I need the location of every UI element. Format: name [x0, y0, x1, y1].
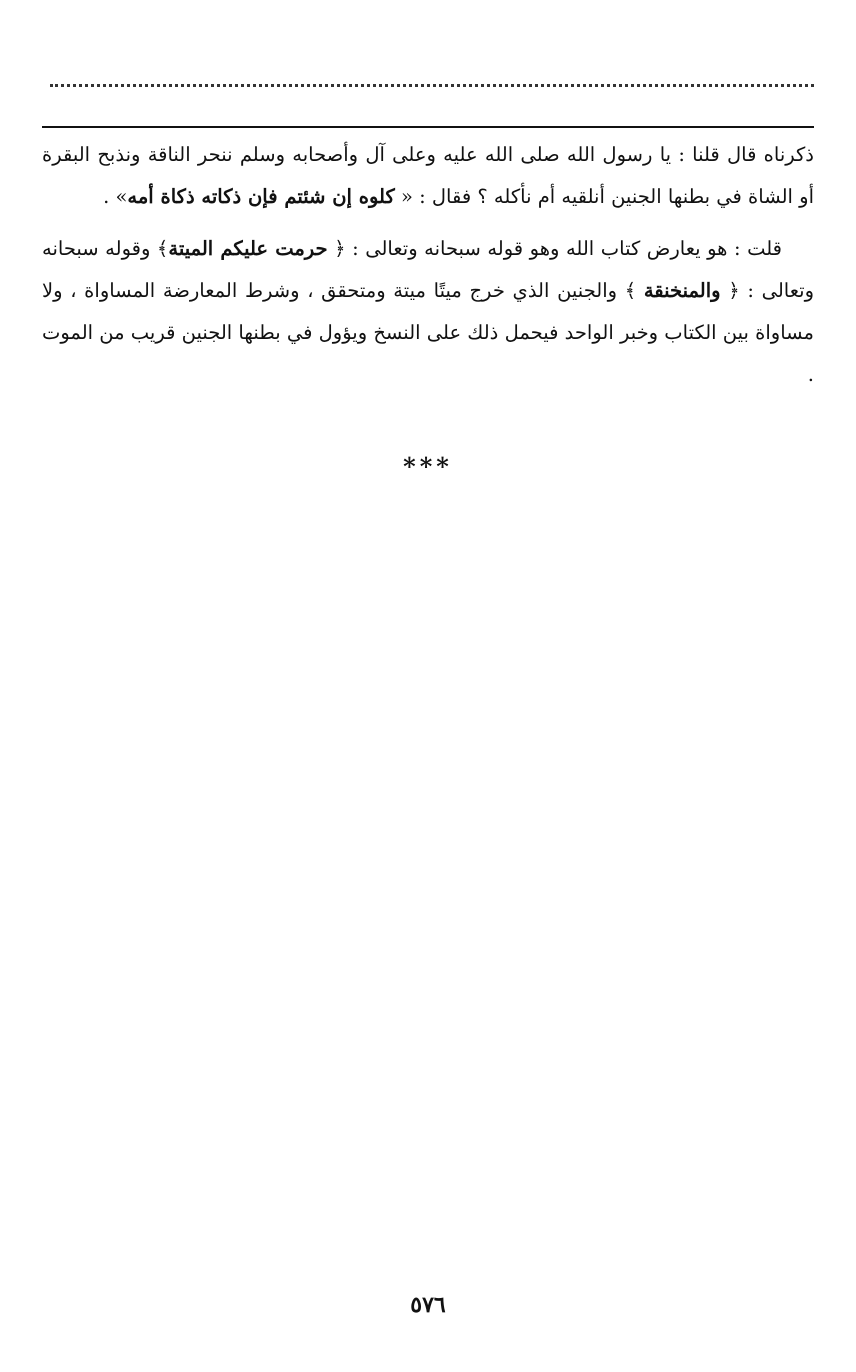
- quran-verse: والمنخنقة: [643, 279, 721, 302]
- paragraph-hadith: [42, 134, 814, 218]
- paragraph-text: قلت : هو يعارض كتاب الله وهو قوله سبحانه وتعالى : ﴿: [327, 237, 783, 260]
- paragraph-text: ﴾ والجنين الذي خرج ميتًا ميتة ومتحقق ، وشرط المعارضة المساواة ، ولا مساواة بين الكتاب وخبر الواحد فيحمل ذلك على النسخ ويؤول في بطنها الجنين قريب من الموت .: [42, 279, 814, 386]
- hadith-quote: كلوه إن شئتم فإن ذكاته ذكاة أمه: [127, 185, 395, 208]
- paragraph-text: ﴾ وقوله سبحانه وتعالى : ﴿: [42, 237, 814, 302]
- main-text: [42, 134, 814, 396]
- paragraph-text: ذكرناه قال قلنا : يا رسول الله صلى الله عليه وعلى آل وأصحابه وسلم ننحر الناقة ونذبح البقرة أو الشاة في بطنها الجنين أنلقيه أم نأكله ؟ فقال : «: [42, 143, 814, 208]
- horizontal-rule: [42, 126, 814, 128]
- page-number: ٥٧٦: [410, 1292, 446, 1318]
- quran-verse: حرمت عليكم الميتة: [168, 237, 328, 260]
- dotted-separator: [50, 70, 814, 87]
- paragraph-commentary: [42, 228, 814, 396]
- section-separator-stars: ***: [403, 452, 453, 481]
- paragraph-text: » .: [103, 185, 128, 208]
